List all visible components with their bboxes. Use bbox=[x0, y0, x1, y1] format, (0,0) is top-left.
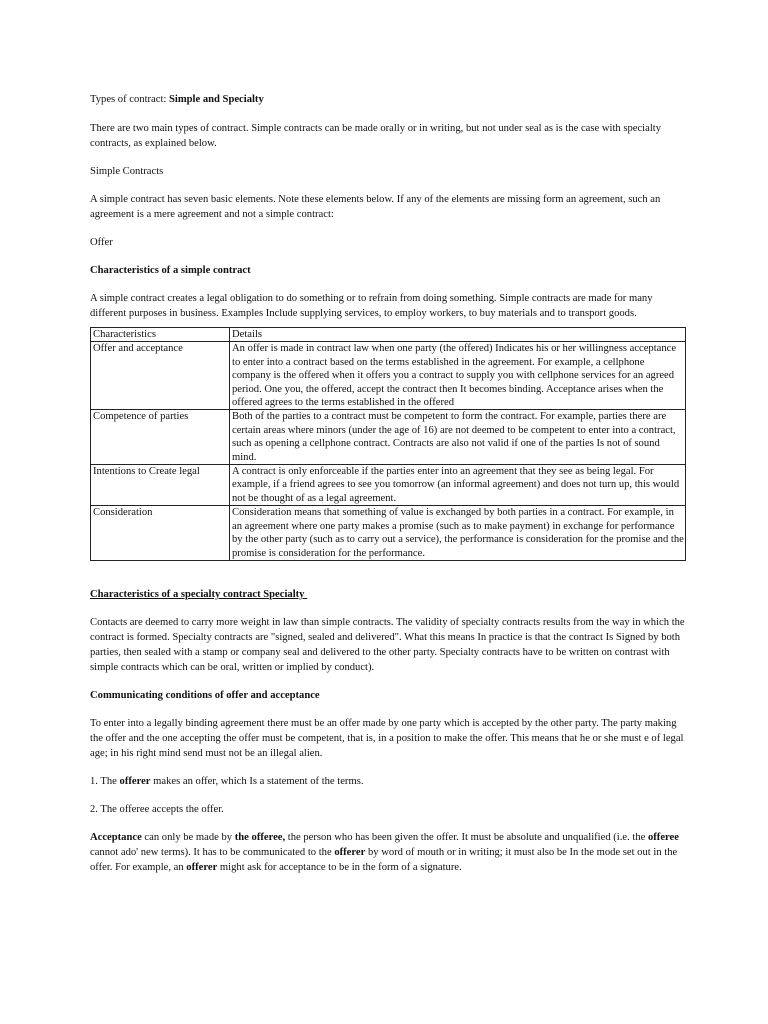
table-cell-characteristic: Intentions to Create legal bbox=[91, 465, 230, 506]
communicating-heading: Communicating conditions of offer and acceptance bbox=[90, 689, 320, 701]
document-title bbox=[90, 92, 686, 107]
char-simple-paragraph: A simple contract creates a legal obligation to do something or to refrain from doing something. Simple contracts are made for many different purposes in business. Examples Include supplying services, to employ workers, to buy materials and to transport goods. bbox=[90, 293, 653, 319]
table-cell-characteristic: Consideration bbox=[91, 506, 230, 561]
step-one: 1. The offerer makes an offer, which Is a statement of the terms. bbox=[90, 775, 364, 787]
char-simple-heading: Characteristics of a simple contract bbox=[90, 265, 251, 276]
acceptance-paragraph: Acceptance can only be made by the offeree, the person who has been given the offer. It must be absolute and unqualified (i.e. the offeree cannot ado' new terms). It has to be communicated to the offerer by word of mouth or in writing; it must also be In the mode set out in the offer. For example, an offerer might ask for acceptance to be in the form of a signature. bbox=[90, 831, 679, 873]
table-header-row bbox=[91, 328, 686, 342]
communicating-paragraph: To enter into a legally binding agreement there must be an offer made by one party which is accepted by the other party. The party making the offer and the one accepting the offer must be competent, that is, in a position to make the offer. This means that he or she must e of legal age; in his right mind send must not be an illegal alien. bbox=[90, 717, 684, 759]
simple-contracts-heading: Simple Contracts bbox=[90, 166, 164, 177]
simple-contracts-paragraph: A simple contract has seven basic elements. Note these elements below. If any of the elements are missing form an agreement, such an agreement is a mere agreement and not a simple contract: bbox=[90, 194, 661, 220]
document-page bbox=[90, 92, 686, 875]
table-cell-characteristic: Competence of parties bbox=[91, 410, 230, 465]
offer-label: Offer bbox=[90, 237, 113, 248]
step-two: 2. The offeree accepts the offer. bbox=[90, 803, 224, 815]
table-row bbox=[91, 342, 686, 410]
table-cell-details: Consideration means that something of value is exchanged by both parties in a contract. For example, in an agreement where one party makes a promise (such as to make payment) in exchange for performance by the other party (such as to carry out a service), the performance is consideration for the promise and the promise is consideration for the performance. bbox=[230, 506, 686, 561]
title-bold: Simple and Specialty bbox=[168, 94, 264, 105]
table-row bbox=[91, 410, 686, 465]
table-cell-details: Both of the parties to a contract must be competent to form the contract. For example, parties there are certain areas where minors (under the age of 16) are not deemed to be competent to enter into a contract, such as opening a cellphone contract. Contracts are also not valid if one of the parties Is not of sound mind. bbox=[230, 410, 686, 465]
specialty-paragraph: Contacts are deemed to carry more weight in law than simple contracts. The validity of specialty contracts results from the way in which the contract is formed. Specialty contracts are "signed, sealed and delivered". What this means In practice is that the contract Is Signed by both parties, then sealed with a stamp or company seal and delivered to the other party. Specialty contracts have to be written on contrast with simple contracts which can be oral, written or implied by conduct). bbox=[90, 616, 685, 673]
intro-paragraph: There are two main types of contract. Simple contracts can be made orally or in writing, but not under seal as is the case with specialty contracts, as explained below. bbox=[90, 123, 661, 149]
table-cell-details: A contract is only enforceable if the parties enter into an agreement that they see as being legal. For example, if a friend agrees to see you tomorrow (an informal agreement) and does not turn up, this would not be thought of as a legal agreement. bbox=[230, 465, 686, 506]
table-row bbox=[91, 506, 686, 561]
table-row bbox=[91, 465, 686, 506]
offerer-term: offerer bbox=[119, 775, 151, 787]
title-prefix: Types of contract: bbox=[90, 94, 169, 105]
table-cell-details: An offer is made in contract law when one party (the offered) Indicates his or her willingness acceptance to enter into a contract based on the terms established in the agreement. For example, a cellphone company is the offered when it offers you a contract to supply you with cellphone services for an agreed period. One you, the offered, accept the contract then It becomes binding. Acceptance arises when the offered agrees to the terms established in the offered bbox=[230, 342, 686, 410]
table-header-cell: Characteristics bbox=[91, 328, 230, 342]
table-header-cell: Details bbox=[230, 328, 686, 342]
table-cell-characteristic: Offer and acceptance bbox=[91, 342, 230, 410]
specialty-heading: Characteristics of a specialty contract Specialty bbox=[90, 588, 308, 600]
characteristics-table bbox=[90, 327, 686, 561]
